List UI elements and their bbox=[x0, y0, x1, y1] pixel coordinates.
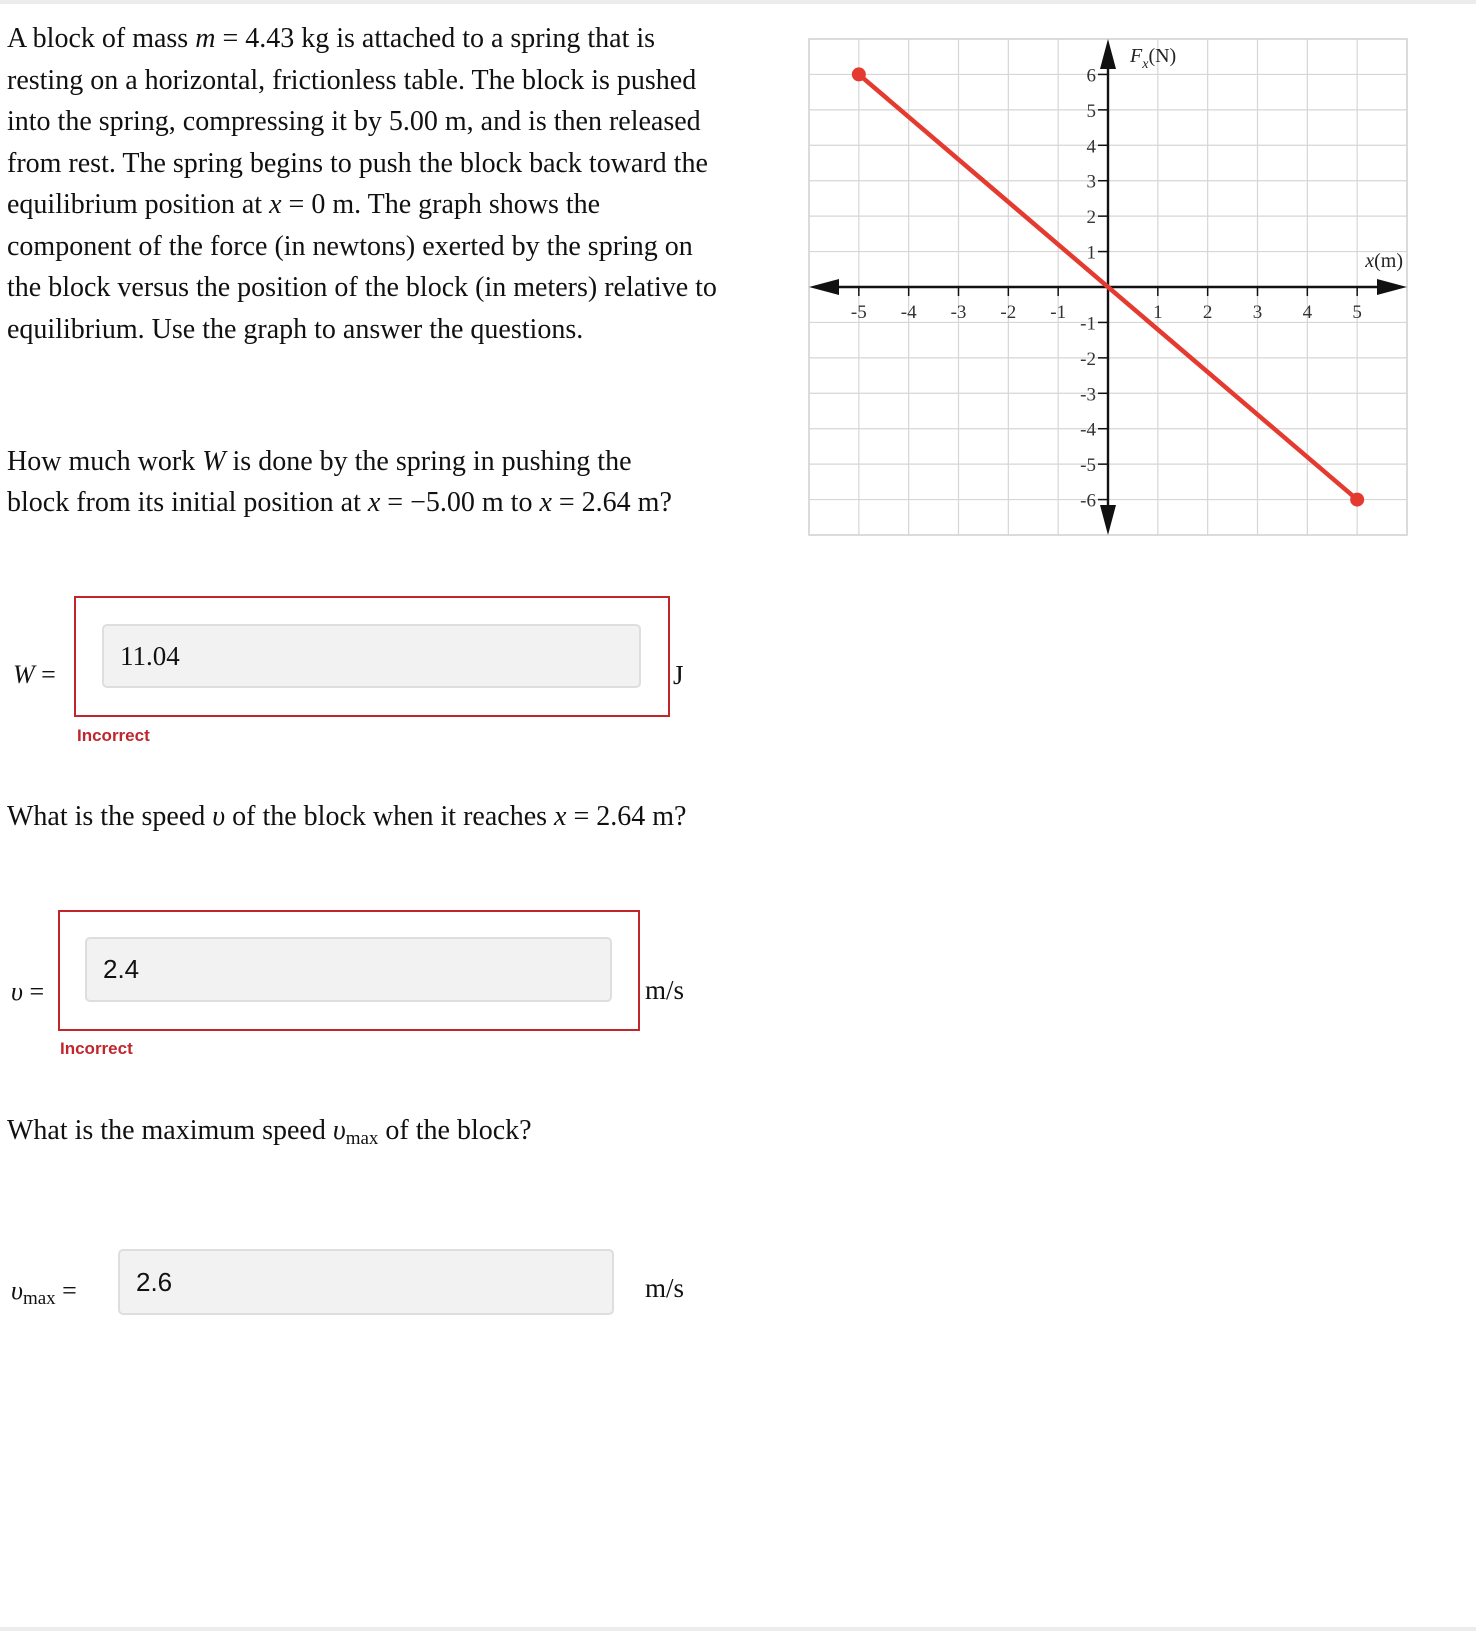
speed-label: υ = bbox=[11, 977, 45, 1006]
y-tick-label: 1 bbox=[1086, 242, 1096, 264]
y-tick-label: -2 bbox=[1080, 348, 1096, 370]
speed-unit: m/s bbox=[645, 975, 685, 1005]
speed-status: Incorrect bbox=[60, 1039, 133, 1058]
y-tick-label: 2 bbox=[1086, 207, 1096, 229]
work-status: Incorrect bbox=[77, 726, 150, 745]
x-variable: x bbox=[269, 189, 282, 220]
max-speed-label: $\upsilon_{max}$ = bbox=[11, 1276, 77, 1309]
x-tick-label: -3 bbox=[950, 302, 967, 323]
y-tick-label: -1 bbox=[1080, 313, 1096, 335]
x-tick-label: 5 bbox=[1352, 302, 1362, 323]
problem-statement bbox=[7, 18, 717, 350]
question-work: How much work W is done by the spring in pushing the block from its initial position at x = −5.00 m to x = 2.64 m? bbox=[7, 446, 672, 518]
x-tick-label: -2 bbox=[1000, 302, 1017, 323]
force-position-graph bbox=[808, 38, 1408, 538]
x-tick-label: -4 bbox=[900, 302, 917, 323]
y-tick-label: 3 bbox=[1086, 171, 1096, 193]
question-speed: What is the speed υ of the block when it reaches x = 2.64 m? bbox=[7, 801, 687, 832]
question-max-speed: What is the maximum speed $\upsilon_{max}$ of the block? bbox=[7, 1115, 532, 1149]
y-tick-label: 4 bbox=[1086, 136, 1096, 158]
x-tick-label: 2 bbox=[1202, 302, 1213, 323]
y-tick-label: 5 bbox=[1086, 100, 1096, 122]
x-tick-label: -1 bbox=[1050, 302, 1067, 323]
data-point bbox=[1350, 493, 1364, 507]
x-axis-label: x(m) bbox=[1365, 250, 1403, 272]
x-tick-label: 4 bbox=[1302, 302, 1313, 323]
data-point bbox=[852, 67, 866, 81]
bottom-divider bbox=[0, 1627, 1476, 1631]
x-tick-label: 1 bbox=[1153, 302, 1163, 323]
x-tick-label: -5 bbox=[850, 302, 867, 323]
speed-input[interactable] bbox=[85, 937, 612, 1002]
problem-text-3: = 0 m. The graph shows the component of the force (in newtons) exerted by the spring on the block versus the position of the block (in meters) relative to equilibrium. Use the graph to answer the questions. bbox=[7, 189, 717, 345]
work-input[interactable] bbox=[102, 624, 641, 688]
y-tick-label: -5 bbox=[1080, 455, 1096, 477]
max-speed-input[interactable] bbox=[118, 1249, 614, 1315]
y-tick-label: -4 bbox=[1080, 419, 1096, 441]
y-tick-label: -6 bbox=[1080, 490, 1096, 512]
y-tick-label: -3 bbox=[1080, 384, 1096, 406]
top-divider bbox=[0, 0, 1476, 4]
max-speed-unit: m/s bbox=[645, 1273, 685, 1303]
problem-text-1: A block of mass bbox=[7, 23, 196, 54]
y-axis-label: $F_x(N)$ bbox=[1130, 45, 1177, 72]
y-tick-label: 6 bbox=[1086, 65, 1096, 87]
problem-text-2: = 4.43 kg is attached to a spring that is resting on a horizontal, frictionless table. The block is pushed into the spring, compressing it by 5.00 m, and is then released from rest. The spring begins to push the block back toward the equilibrium position at bbox=[7, 23, 708, 220]
work-label: W = bbox=[13, 660, 56, 689]
x-tick-label: 3 bbox=[1252, 302, 1263, 323]
work-unit: J bbox=[673, 660, 684, 690]
mass-variable: m bbox=[195, 23, 216, 54]
